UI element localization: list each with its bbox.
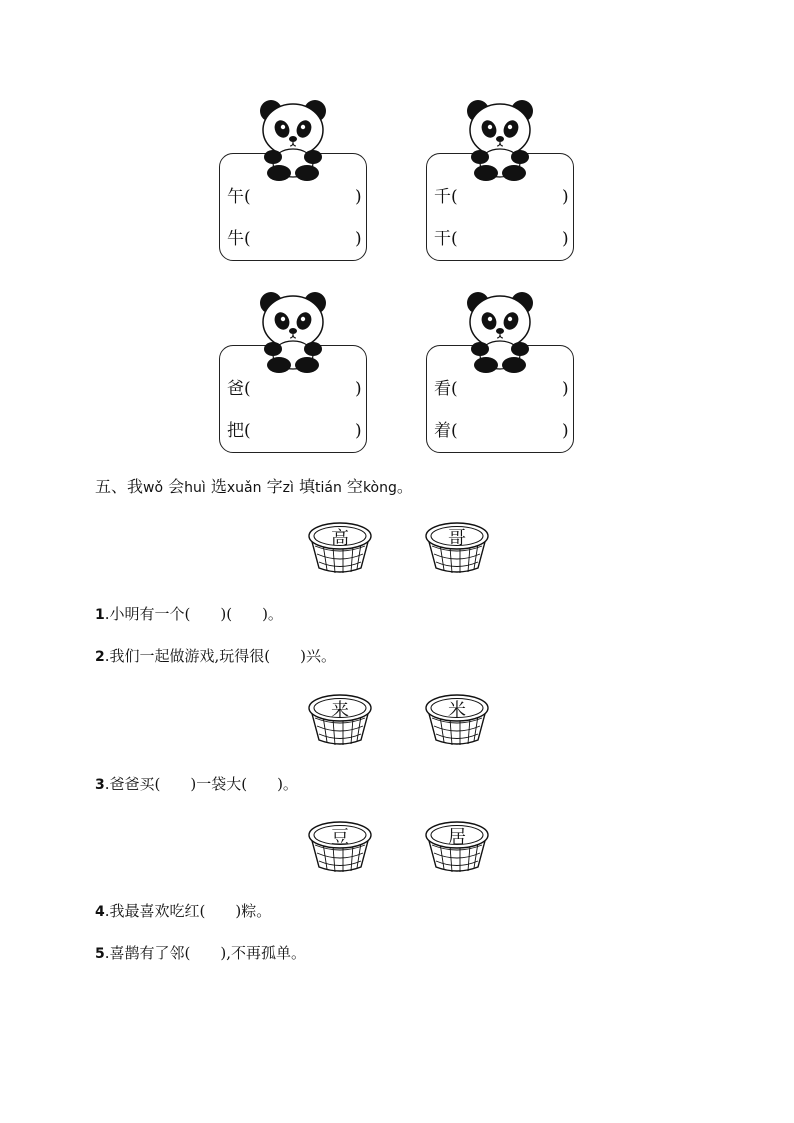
- pinyin: kòng: [362, 480, 397, 496]
- heading-text: 五、我: [95, 477, 144, 496]
- paren-close: ): [355, 229, 362, 249]
- card-line: [434, 420, 569, 442]
- paren-close: ): [562, 187, 569, 207]
- panda-card-4: [426, 345, 576, 453]
- card-line: [227, 186, 362, 208]
- paren-open: (: [244, 187, 251, 207]
- paren-open: (: [244, 379, 251, 399]
- paren-open: (: [451, 229, 458, 249]
- heading-text: 空: [346, 477, 363, 496]
- paren-open: (: [451, 421, 458, 441]
- question-text: .喜鹊有了邻( ),不再孤单。: [104, 944, 306, 962]
- basket-label: 高: [331, 528, 349, 549]
- question: [95, 645, 336, 666]
- card-line: [227, 420, 362, 442]
- paren-close: ): [562, 421, 569, 441]
- question-number: 4: [95, 904, 105, 920]
- panda-icon: [464, 97, 536, 181]
- panda-card-3: [219, 345, 369, 453]
- heading-text: 填: [298, 477, 315, 496]
- card-line: [434, 186, 569, 208]
- basket-4: [424, 688, 490, 748]
- basket-6: [424, 815, 490, 875]
- paren-open: (: [244, 229, 251, 249]
- paren-close: ): [562, 229, 569, 249]
- paren-close: ): [355, 421, 362, 441]
- char-label: 看: [434, 379, 451, 399]
- pinyin: xuǎn: [226, 480, 262, 496]
- char-label: 午: [227, 187, 244, 207]
- basket-3: [307, 688, 373, 748]
- basket-label: 居: [448, 827, 466, 848]
- pinyin: zì: [282, 480, 294, 496]
- card-line: [227, 228, 362, 250]
- heading-text: 选: [210, 477, 227, 496]
- paren-open: (: [244, 421, 251, 441]
- pinyin: wǒ: [143, 480, 164, 496]
- paren-close: ): [355, 379, 362, 399]
- char-label: 牛: [227, 229, 244, 249]
- card-line: [434, 378, 569, 400]
- pinyin: huì: [184, 480, 206, 496]
- char-label: 着: [434, 421, 451, 441]
- char-label: 把: [227, 421, 244, 441]
- basket-label: 来: [331, 700, 349, 721]
- basket-2: [424, 516, 490, 576]
- basket-5: [307, 815, 373, 875]
- question-number: 5: [95, 946, 105, 962]
- paren-close: ): [562, 379, 569, 399]
- heading-text: 。: [396, 477, 413, 496]
- panda-card-1: [219, 153, 369, 261]
- panda-icon: [464, 289, 536, 373]
- question: [95, 942, 306, 963]
- heading-text: 字: [266, 477, 283, 496]
- char-label: 千: [434, 187, 451, 207]
- paren-open: (: [451, 187, 458, 207]
- question-text: .小明有一个( )( )。: [104, 605, 283, 623]
- question: [95, 773, 298, 794]
- pinyin: tián: [314, 480, 342, 496]
- panda-icon: [257, 97, 329, 181]
- question-text: .我最喜欢吃红( )粽。: [104, 902, 272, 920]
- paren-close: ): [355, 187, 362, 207]
- basket-label: 哥: [448, 528, 466, 549]
- paren-open: (: [451, 379, 458, 399]
- question: [95, 603, 283, 624]
- basket-1: [307, 516, 373, 576]
- basket-label: 豆: [331, 827, 349, 848]
- card-line: [434, 228, 569, 250]
- question-text: .我们一起做游戏,玩得很( )兴。: [104, 647, 336, 665]
- basket-label: 米: [448, 700, 466, 721]
- question-number: 3: [95, 777, 105, 793]
- panda-card-2: [426, 153, 576, 261]
- section-heading: [95, 474, 413, 497]
- panda-icon: [257, 289, 329, 373]
- question-number: 2: [95, 649, 105, 665]
- char-label: 爸: [227, 379, 244, 399]
- question-text: .爸爸买( )一袋大( )。: [104, 775, 298, 793]
- card-line: [227, 378, 362, 400]
- heading-text: 会: [168, 477, 185, 496]
- question-number: 1: [95, 607, 105, 623]
- question: [95, 900, 271, 921]
- char-label: 干: [434, 229, 451, 249]
